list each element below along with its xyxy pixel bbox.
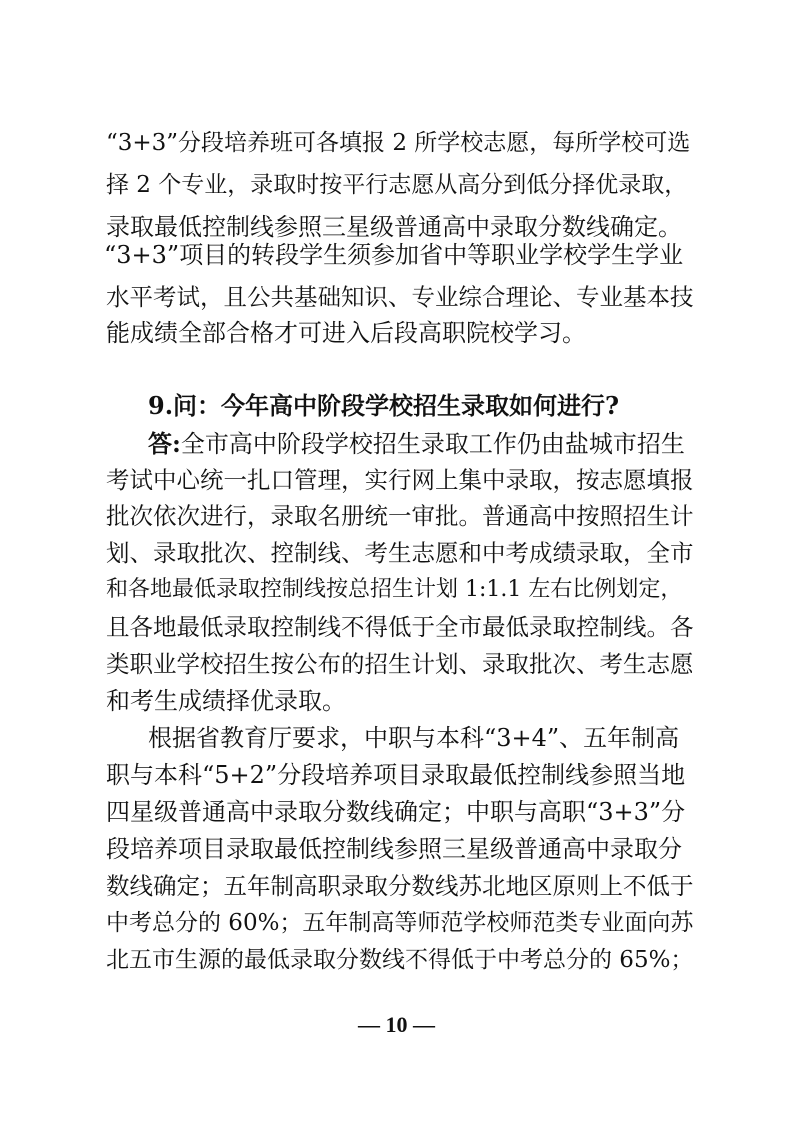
text-line: 划、录取批次、控制线、考生志愿和中考成绩录取，全市 [106, 539, 694, 567]
text-line: 择 2 个专业，录取时按平行志愿从高分到低分择优录取， [106, 172, 688, 198]
text-line: 根据省教育厅要求，中职与本科“3+4”、五年制高 [148, 724, 680, 752]
text-line: 类职业学校招生按公布的招生计划、录取批次、考生志愿 [106, 650, 694, 678]
text-line: 能成绩全部合格才可进入后段高职院校学习。 [106, 319, 586, 347]
text-line: 水平考试，且公共基础知识、专业综合理论、专业基本技 [106, 283, 694, 311]
text-line: 中考总分的 60%；五年制高等师范学校师范类专业面向苏 [106, 910, 694, 936]
answer-text: 全市高中阶段学校招生录取工作仍由盐城市招生 [180, 430, 685, 458]
question-heading: 9.问：今年高中阶段学校招生录取如何进行? [148, 391, 620, 420]
text-line: 且各地最低录取控制线不得低于全市最低录取控制线。各 [106, 613, 694, 641]
answer-first-line [148, 429, 693, 459]
text-line: 数线确定；五年制高职录取分数线苏北地区原则上不低于 [106, 872, 694, 900]
text-line: 四星级普通高中录取分数线确定；中职与高职“3+3”分 [106, 798, 686, 826]
text-line: 录取最低控制线参照三星级普通高中录取分数线确定。 [106, 213, 682, 241]
page-number: — 10 — [358, 1012, 435, 1037]
text-line: “3+3”项目的转段学生须参加省中等职业学校学生学业 [104, 241, 684, 269]
text-line: 考试中心统一扎口管理，实行网上集中录取，按志愿填报 [106, 466, 694, 494]
text-line: 北五市生源的最低录取分数线不得低于中考总分的 65%； [106, 947, 694, 973]
text-line: 和各地最低录取控制线按总招生计划 1:1.1 左右比例划定， [106, 577, 683, 602]
text-line: 职与本科“5+2”分段培养项目录取最低控制线参照当地 [106, 761, 686, 789]
text-line: 批次依次进行，录取名册统一审批。普通高中按照招生计 [106, 502, 694, 530]
text-line: 和考生成绩择优录取。 [106, 687, 346, 715]
answer-label: 答: [148, 429, 181, 458]
text-line: “3+3”分段培养班可各填报 2 所学校志愿，每所学校可选 [106, 130, 691, 156]
text-line: 段培养项目录取最低控制线参照三星级普通高中录取分 [106, 835, 682, 863]
